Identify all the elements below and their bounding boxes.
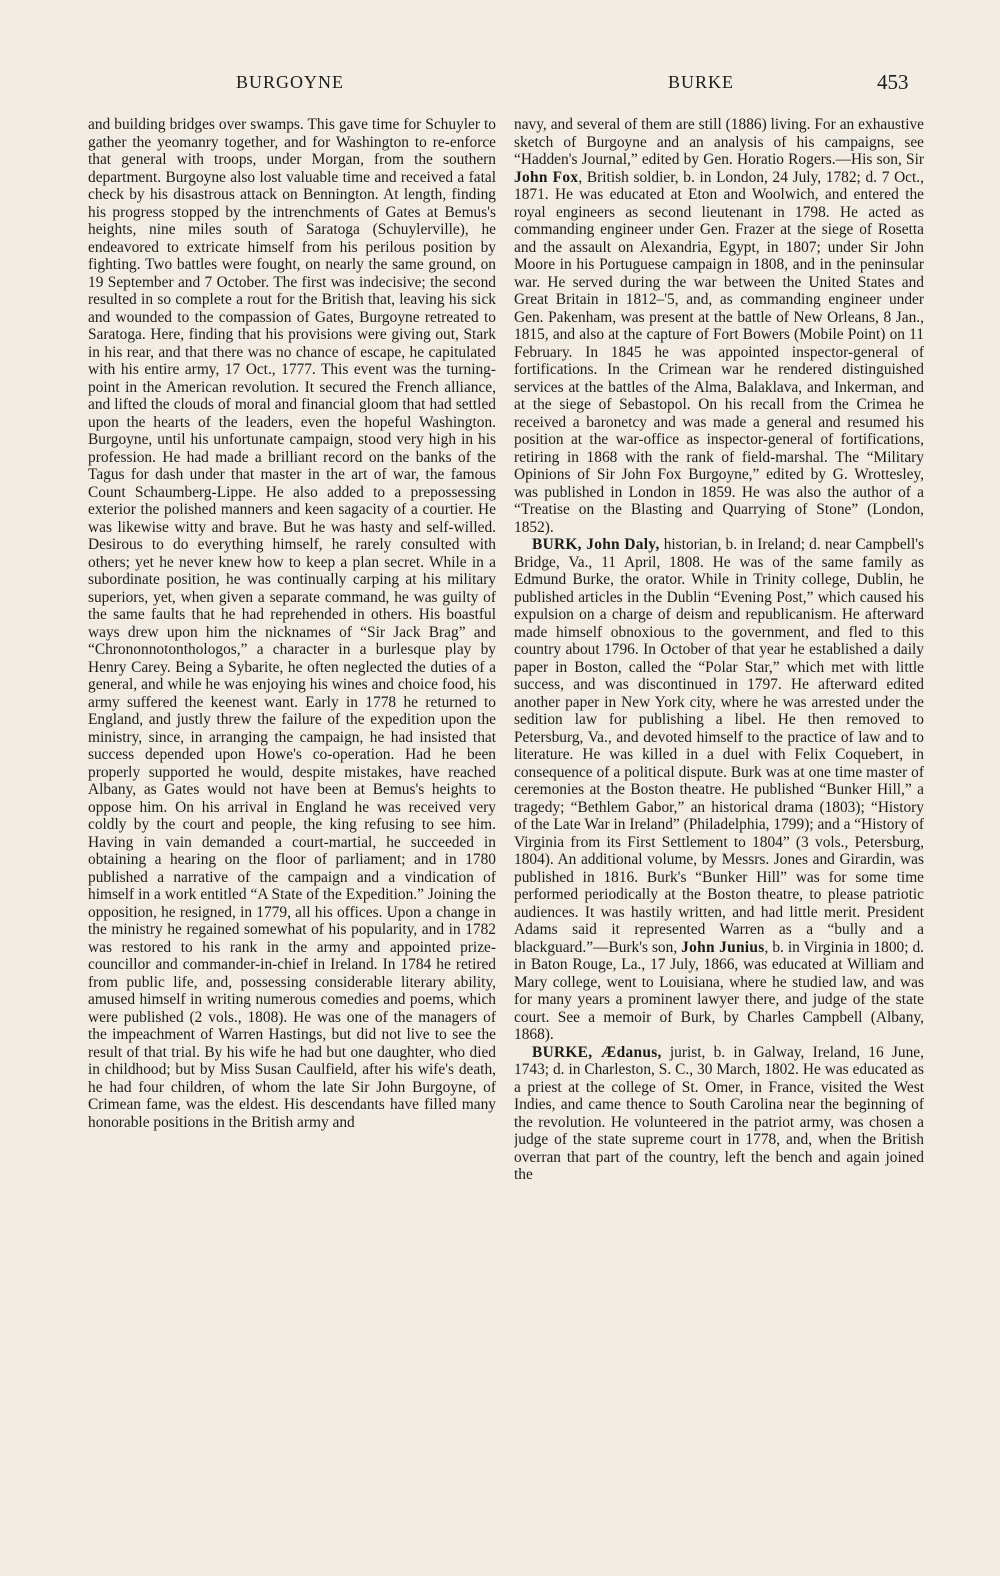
header-left-word: BURGOYNE (236, 72, 345, 92)
burk-john-daly-entry (514, 536, 924, 1044)
entry-text: , British soldier, b. in London, 24 July, 1782; d. 7 Oct., 1871. He was educated at Eton and Woolwich, and entered the royal engineers as second lieutenant in 1798. He acted as commanding engineer under Gen. Frazer at the siege of Rosetta and the assault on Alexandria, Egypt, in 1807; under Sir John Moore in his Portuguese campaign in 1808, and in the peninsular war. He served during the war between the United States and Great Britain in 1812–'5, and, as commanding engineer under Gen. Pakenham, was present at the battle of New Orleans, 8 Jan., 1815, and also at the capture of Fort Bowers (Mobile Point) on 11 February. In 1845 he was appointed inspector-general of fortifications. In the Crimean war he rendered distinguished services at the battles of the Alma, Balaklava, and Inkerman, and at the siege of Sebastopol. On his recall from the Crimea he received a baronetcy and was made a general and resumed his position at the war-office as inspector-general of fortifications, retiring in 1868 with the rank of field-marshal. The “Military Opinions of Sir John Fox Burgoyne,” edited by G. Wrottesley, was published in London in 1859. He was also the author of a “Treatise on the Blasting and Quarrying of Stone” (London, 1852). (514, 168, 924, 536)
headword-burke-aedanus: BURKE, Ædanus, (532, 1043, 662, 1061)
entry-text: , b. in Virginia in 1800; d. in Baton Rouge, La., 17 July, 1866, was educated at William and Mary college, went to Louisiana, where he studied law, and was for many years a prominent lawyer there, and judge of the state court. See a memoir of Burk, by Charles Campbell (Albany, 1868). (514, 938, 924, 1043)
headword-john-fox: John Fox (514, 168, 579, 186)
entry-text: navy, and several of them are still (1886) living. For an exhaustive sketch of Burgoyne and an analysis of his campaigns, see “Hadden's Journal,” edited by Gen. Horatio Rogers.—His son, Sir (514, 116, 924, 168)
john-fox-burgoyne-entry (514, 116, 924, 536)
right-column (514, 116, 924, 1456)
entry-text: jurist, b. in Galway, Ireland, 16 June, 1743; d. in Charleston, S. C., 30 March, 1802. He was educated as a priest at the college of St. Omer, in France, visited the West Indies, and came thence to South Carolina near the beginning of the revolution. He volunteered in the patriot army, was chosen a judge of the state supreme court in 1778, and, when the British overran that part of the country, left the bench and again joined the (514, 1043, 924, 1183)
page-number: 453 (877, 70, 909, 94)
running-header (0, 72, 1000, 96)
headword-john-junius: John Junius (681, 938, 765, 956)
header-right-word: BURKE (668, 72, 735, 92)
entry-text: historian, b. in Ireland; d. near Campbell's Bridge, Va., 11 April, 1808. He was of the same family as Edmund Burke, the orator. While in Trinity college, Dublin, he published articles in the Dublin “Evening Post,” which caused his expulsion on a charge of deism and republicanism. He afterward made himself obnoxious to the government, and fled to this country about 1796. In October of that year he established a daily paper in Boston, called the “Polar Star,” which met with little success, and was discontinued in 1797. He afterward edited another paper in New York city, where he was arrested under the sedition law for publishing a libel. He then removed to Petersburg, Va., and devoted himself to the practice of law and to literature. He was killed in a duel with Felix Coquebert, in consequence of a political dispute. Burk was at one time master of ceremonies at the Boston theatre. He published “Bunker Hill,” a tragedy; “Bethlem Gabor,” an historical drama (1803); “History of the Late War in Ireland” (Philadelphia, 1799); and a “History of Virginia from its First Settlement to 1804” (3 vols., Petersburg, 1804). An additional volume, by Messrs. Jones and Girardin, was published in 1816. Burk's “Bunker Hill” was for some time performed periodically at the Boston theatre, to please patriotic audiences. It was hastily written, and had little merit. President Adams said it represented Warren as a “bully and a blackguard.”—Burk's son, (514, 536, 924, 956)
headword-burk-john-daly: BURK, John Daly, (532, 536, 660, 553)
burgoyne-continued-paragraph: and building bridges over swamps. This gave time for Schuyler to gather the yeomanry together, and for Washington to re-enforce that general with troops, under Morgan, from the southern department. Burgoyne also lost valuable time and received a fatal check by his disastrous attack on Bennington. At length, finding his progress stopped by the intrenchments of Gates at Bemus's heights, nine miles south of Saratoga (Schuylerville), he endeavored to extricate himself from his perilous position by fighting. Two battles were fought, on nearly the same ground, on 19 September and 7 October. The first was indecisive; the second resulted in so complete a rout for the British that, leaving his sick and wounded to the compassion of Gates, Burgoyne retreated to Saratoga. Here, finding that his provisions were giving out, Stark in his rear, and that there was no chance of escape, he capitulated with his entire army, 17 Oct., 1777. This event was the turning-point in the American revolution. It secured the French alliance, and lifted the clouds of moral and financial gloom that had settled upon the hearts of the leaders, even the hopeful Washington. Burgoyne, until his unfortunate campaign, stood very high in his profession. He had made a brilliant record on the banks of the Tagus for dash under that master in the art of war, the famous Count Schaumberg-Lippe. He also added to a prepossessing exterior the polished manners and keen sagacity of a courtier. He was likewise witty and brave. But he was hasty and self-willed. Desirous to do everything himself, he rarely consulted with others; yet he never knew how to keep a plan secret. While in a subordinate position, he was continually carping at his military superiors, yet, when given a separate command, he was guilty of the same faults that he had reprehended in others. His boastful ways drew upon him the nicknames of “Sir Jack Brag” and “Chrononnotonthologos,” a character in a burlesque play by Henry Carey. Being a Sybarite, he often neglected the duties of a general, and while he was enjoying his wines and choice food, his army suffered the keenest want. Early in 1778 he returned to England, and justly threw the failure of the expedition upon the ministry, since, in arranging the campaign, he had insisted that success depended upon Howe's co-operation. Had he been properly supported he would, despite mistakes, have reached Albany, as Gates would not have been at Bemus's heights to oppose him. On his arrival in England he was received very coldly by the court and people, the king refusing to see him. Having in vain demanded a court-martial, he succeeded in obtaining a hearing on the floor of parliament; and in 1780 published a narrative of the campaign and a vindication of himself in a work entitled “A State of the Expedition.” Joining the opposition, he resigned, in 1779, all his offices. Upon a change in the ministry he regained somewhat of his popularity, and in 1782 was restored to his rank in the army and appointed prize-councillor and commander-in-chief in Ireland. In 1784 he retired from public life, and, possessing considerable literary ability, amused himself in writing numerous comedies and poems, which were published (2 vols., 1808). He was one of the managers of the impeachment of Warren Hastings, but did not live to see the result of that trial. By his wife he had but one daughter, who died in childhood; but by Miss Susan Caulfield, after his wife's death, he had four children, of whom the late Sir John Burgoyne, of Crimean fame, was the eldest. His descendants have filled many honorable positions in the British army and (88, 116, 496, 1131)
left-column (88, 116, 496, 1456)
burke-aedanus-entry (514, 1044, 924, 1184)
